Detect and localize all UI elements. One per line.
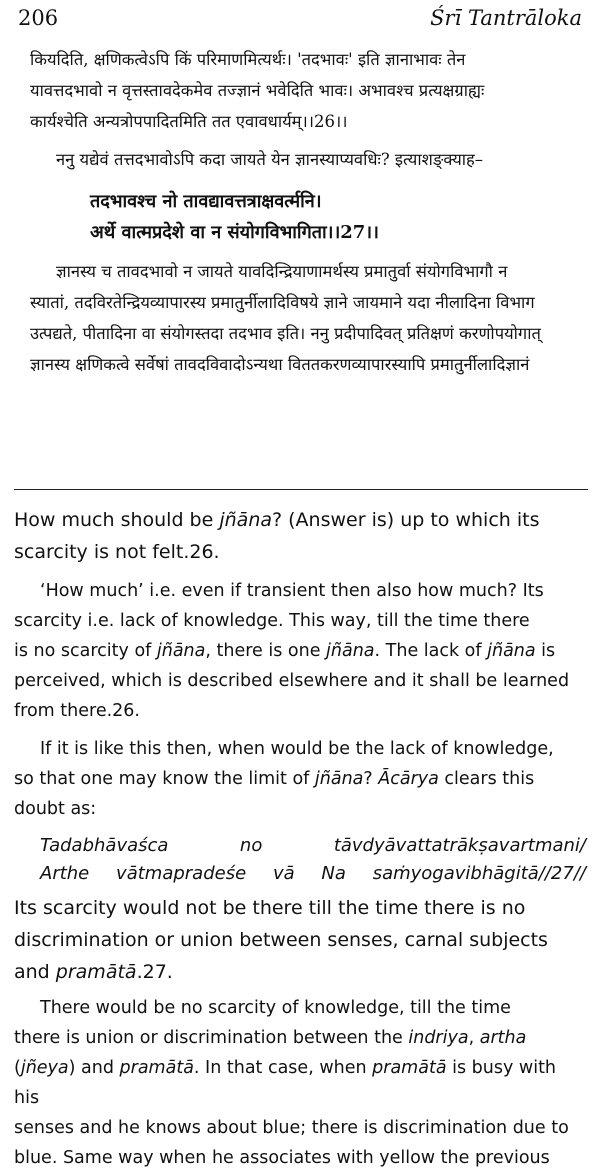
running-header [18, 6, 582, 36]
sanskrit-commentary-line: उत्पद्यते, पीतादिना वा संयोगस्तदा तदभाव इति। ननु प्रदीपादिवत् प्रतिक्षणं करणोपयोगात् [30, 324, 541, 343]
sanskrit-commentary-line: यावत्तदभावो न वृत्तस्तावदेकमेव तज्ज्ञानं भवेदिति भावः। अभावश्च प्रत्यक्षग्राह्यः [30, 81, 485, 100]
page-number: 206 [18, 6, 59, 30]
question-27: If it is like this then, when would be the lack of knowledge, so that one may know the limit of jñāna? Ācārya clears this doubt as: [14, 739, 554, 819]
verse-translation-27: Its scarcity would not be there till the time there is no discrimination or union between senses, carnal subjects and pramātā.27. [14, 897, 548, 983]
sanskrit-commentary-line: स्यातां, तदविरतेन्द्रियव्यापारस्य प्रमातुर्नीलादिविषये ज्ञाने जायमाने यदा नीलादिना विभाग [30, 293, 535, 312]
commentary-26: ‘How much’ i.e. even if transient then also how much? Its scarcity i.e. lack of knowledge. This way, till the time there is no scarcity of jñāna, there is one jñāna. The lack of jñāna is perceived, which is described elsewhere and it shall be learned from there.26. [14, 581, 570, 721]
verse-translation-26: How much should be jñāna? (Answer is) up to which its scarcity is not felt.26. [14, 509, 540, 563]
commentary-27: There would be no scarcity of knowledge, till the time there is union or discrimination between the indriya, artha (jñeya) and pramātā. In that case, when pramātā is busy with his senses and he knows about blue; there is discrimination due to blue. Same way when he associates with yellow the previous [14, 998, 569, 1168]
sanskrit-verse-line: तदभावश्च नो तावद्यावत्तत्राक्षवर्त्मनि। [90, 191, 322, 212]
transliterated-verse-27: Tadabhāvaśca no tāvdyāvattatrākṣavartmani/ Arthe vātmapradeśe vā Na saṁyogavibhāgitā//27// [40, 835, 586, 884]
sanskrit-question-line: ननु यद्येवं तत्तदभावोऽपि कदा जायते येन ज्ञानस्याप्यवधिः? इत्याशङ्क्याह– [56, 150, 484, 169]
section-divider [14, 489, 588, 490]
book-title: Śrī Tantrāloka [430, 6, 582, 30]
sanskrit-commentary-line: कार्यश्चेति अन्यत्रोपपादितमिति तत एवावधार्यम्।।26।। [30, 112, 348, 131]
sanskrit-commentary-line: कियदिति, क्षणिकत्वेऽपि किं परिमाणमित्यर्थः। 'तदभावः' इति ज्ञानाभावः तेन [30, 50, 466, 69]
sanskrit-commentary-line: ज्ञानस्य च तावदभावो न जायते यावदिन्द्रियाणामर्थस्य प्रमातुर्वा संयोगविभागौ न [56, 262, 508, 281]
sanskrit-verse-line: अर्थे वात्मप्रदेशे वा न संयोगविभागिता।।27।। [90, 222, 379, 243]
sanskrit-commentary-line: ज्ञानस्य क्षणिकत्वे सर्वेषां तावदविवादोऽन्यथा विततकरणव्यापारस्यापि प्रमातुर्नीलादिज्ञानं [30, 355, 530, 374]
